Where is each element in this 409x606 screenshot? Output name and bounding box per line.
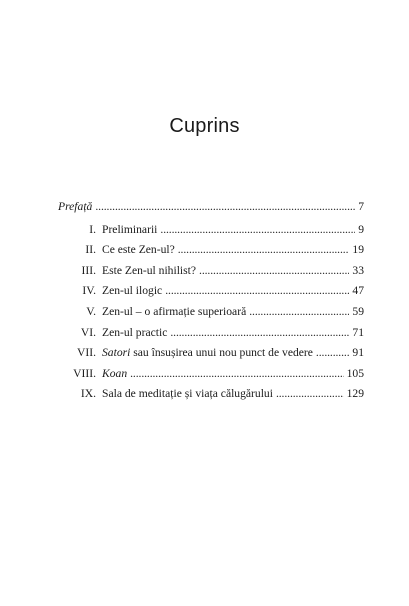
toc-entry-title: Preliminarii xyxy=(102,222,158,236)
toc-leader xyxy=(165,284,349,297)
toc-entry-page: 19 xyxy=(352,243,364,257)
toc-entry-title: Este Zen-ul nihilist? xyxy=(102,263,197,277)
toc-entry-number: VII. xyxy=(77,346,96,360)
toc-entry-title-italic: Satori xyxy=(102,346,131,360)
toc-entry-page: 91 xyxy=(352,346,364,360)
toc-entry xyxy=(58,346,364,367)
toc-entry xyxy=(58,223,364,244)
toc-entry-page: 105 xyxy=(346,366,364,380)
toc-leader xyxy=(178,243,350,256)
table-of-contents xyxy=(58,200,364,408)
toc-entry xyxy=(58,326,364,347)
toc-entry-number: III. xyxy=(81,263,96,277)
toc-entry-page: 9 xyxy=(358,222,364,236)
toc-entry-page: 47 xyxy=(352,284,364,298)
toc-entry xyxy=(58,284,364,305)
toc-entry-page: 7 xyxy=(358,200,364,213)
toc-leader xyxy=(199,264,349,277)
toc-leader xyxy=(276,387,344,400)
toc-entry-number: IV. xyxy=(82,284,96,298)
toc-entry-number: I. xyxy=(89,222,96,236)
toc-entry-preface xyxy=(58,200,364,221)
toc-entry-title: Koan xyxy=(102,366,128,380)
toc-entry xyxy=(58,305,364,326)
toc-entry-title: Zen-ul – o afirmație superioară xyxy=(102,304,247,318)
toc-entry xyxy=(58,264,364,285)
toc-entry-title xyxy=(102,346,313,359)
toc-entry-page: 33 xyxy=(352,263,364,277)
toc-entry-title: Sala de meditație și viața călugărului xyxy=(102,387,273,401)
toc-leader xyxy=(95,200,355,213)
toc-entry-title: Prefață xyxy=(58,200,93,213)
toc-leader xyxy=(170,326,349,339)
toc-entry-number: V. xyxy=(86,304,96,318)
toc-entry-number: VIII. xyxy=(73,366,96,380)
toc-leader xyxy=(249,305,349,318)
toc-entry-number: VI. xyxy=(80,325,96,339)
toc-entry-page: 59 xyxy=(352,304,364,318)
toc-entry-title: Ce este Zen-ul? xyxy=(102,243,175,257)
page-title: Cuprins xyxy=(169,115,240,137)
toc-entry-page: 129 xyxy=(346,387,364,401)
toc-entry xyxy=(58,387,364,408)
toc-entry-number: II. xyxy=(85,243,96,257)
toc-entry-title: Zen-ul ilogic xyxy=(102,284,163,298)
toc-entry xyxy=(58,367,364,388)
toc-entry-title: Zen-ul practic xyxy=(102,325,168,339)
toc-entry-title-rest: sau însușirea unui nou punct de vedere xyxy=(130,346,313,360)
toc-entry-page: 71 xyxy=(352,325,364,339)
toc-entry-number: IX. xyxy=(80,387,96,401)
toc-entry xyxy=(58,243,364,264)
toc-leader xyxy=(160,223,355,236)
toc-leader xyxy=(316,346,349,359)
toc-leader xyxy=(130,367,343,380)
